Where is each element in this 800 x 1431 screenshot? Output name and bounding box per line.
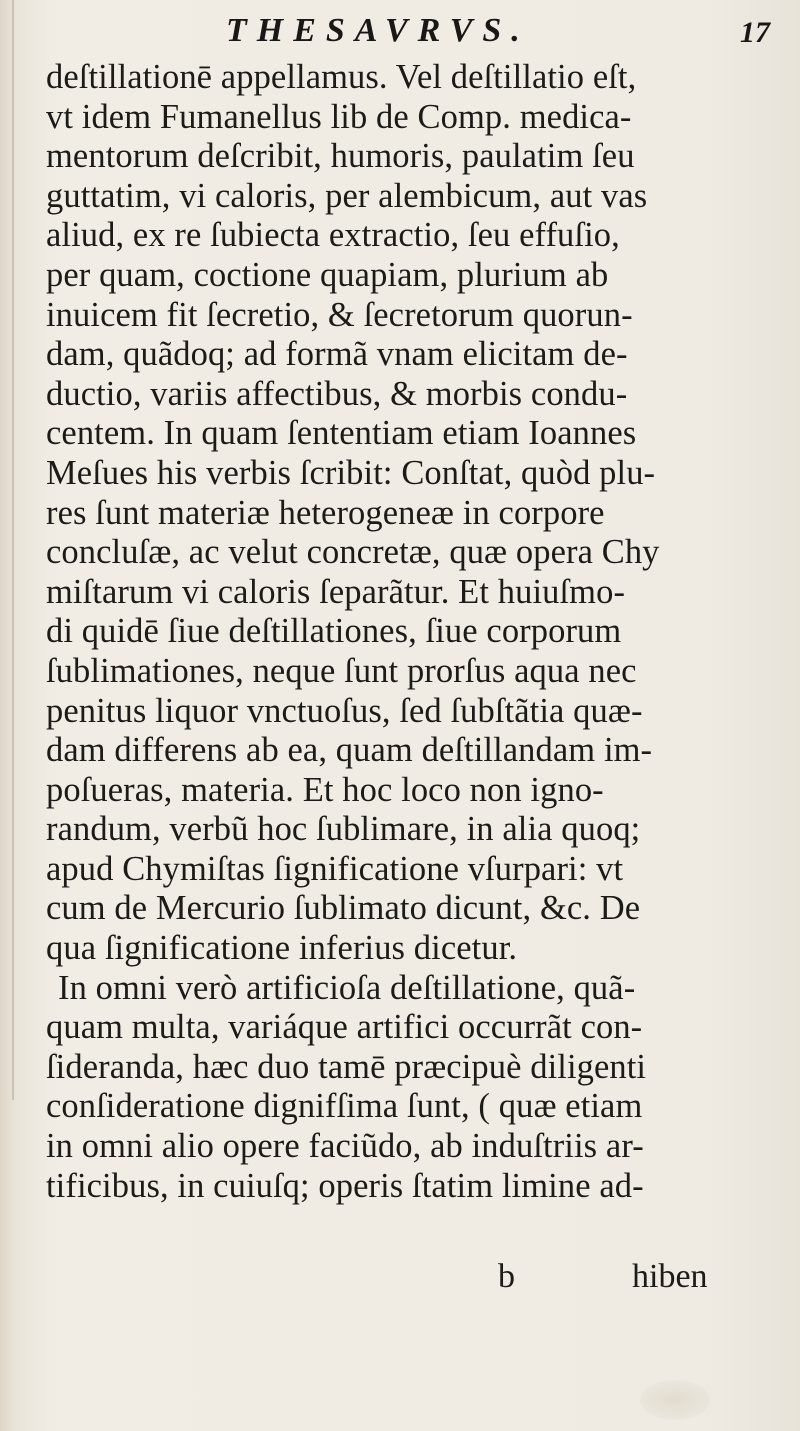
- text-line: randum, verbũ hoc ſublimare, in alia quoq;: [46, 810, 641, 849]
- running-title: THESAVRVS.: [226, 12, 530, 49]
- body-text: [46, 58, 766, 1206]
- text-line: res ſunt materiæ heterogeneæ in corpore: [46, 493, 605, 532]
- text-line: ſideranda, hæc duo tamē præcipuè diligenti: [46, 1047, 647, 1086]
- text-line: inuicem fit ſecretio, & ſecretorum quorun-: [46, 295, 633, 334]
- text-line: miſtarum vi caloris ſeparãtur. Et huiuſmo-: [46, 572, 626, 611]
- text-line: In omni verò artificioſa deſtillatione, quã-: [58, 968, 636, 1007]
- binding-gutter: [12, 0, 14, 1100]
- text-line: deſtillationē appellamus. Vel deſtillatio eſt,: [46, 58, 637, 96]
- text-line: ductio, variis affectibus, & morbis condu-: [46, 374, 628, 413]
- text-line: centem. In quam ſententiam etiam Ioannes: [46, 414, 637, 453]
- text-line: guttatim, vi caloris, per alembicum, aut vas: [46, 176, 648, 215]
- text-line: cum de Mercurio ſublimato dicunt, &c. De: [46, 889, 641, 928]
- text-line: vt idem Fumanellus lib de Comp. medica-: [46, 97, 632, 136]
- text-line: qua ſignificatione inferius dicetur.: [46, 929, 518, 968]
- text-line: ſublimationes, neque ſunt prorſus aqua nec: [46, 651, 637, 690]
- catchword: hiben: [632, 1258, 708, 1295]
- text-line: di quidē ſiue deſtillationes, ſiue corporum: [46, 612, 622, 651]
- text-line: poſueras, materia. Et hoc loco non igno-: [46, 770, 604, 809]
- text-line: dam, quãdoq; ad formã vnam elicitam de-: [46, 335, 628, 374]
- paper-stain: [640, 1380, 710, 1420]
- page-number: 17: [740, 16, 770, 49]
- text-line: conſideratione dignifſima ſunt, ( quæ etiam: [46, 1087, 643, 1126]
- text-line: apud Chymiſtas ſignificatione vſurpari: vt: [46, 849, 624, 888]
- text-line: mentorum deſcribit, humoris, paulatim ſeu: [46, 137, 635, 176]
- footer-line: [0, 1258, 800, 1298]
- text-line: aliud, ex re ſubiecta extractio, ſeu effuſio,: [46, 216, 620, 255]
- signature-mark: b: [498, 1258, 515, 1295]
- text-line: dam differens ab ea, quam deſtillandam im-: [46, 731, 653, 770]
- text-line: concluſæ, ac velut concretæ, quæ opera Chy: [46, 533, 660, 572]
- text-line: in omni alio opere faciũdo, ab induſtriis ar-: [46, 1127, 644, 1166]
- text-line: quam multa, variáque artifici occurrãt con-: [46, 1008, 643, 1047]
- text-line: penitus liquor vnctuoſus, ſed ſubſtãtia quæ-: [46, 691, 643, 730]
- text-line: per quam, coctione quapiam, plurium ab: [46, 255, 609, 294]
- running-head: [0, 12, 800, 56]
- text-line: tificibus, in cuiuſq; operis ſtatim limine ad-: [46, 1166, 644, 1205]
- text-line: Meſues his verbis ſcribit: Conſtat, quòd plu-: [46, 453, 656, 492]
